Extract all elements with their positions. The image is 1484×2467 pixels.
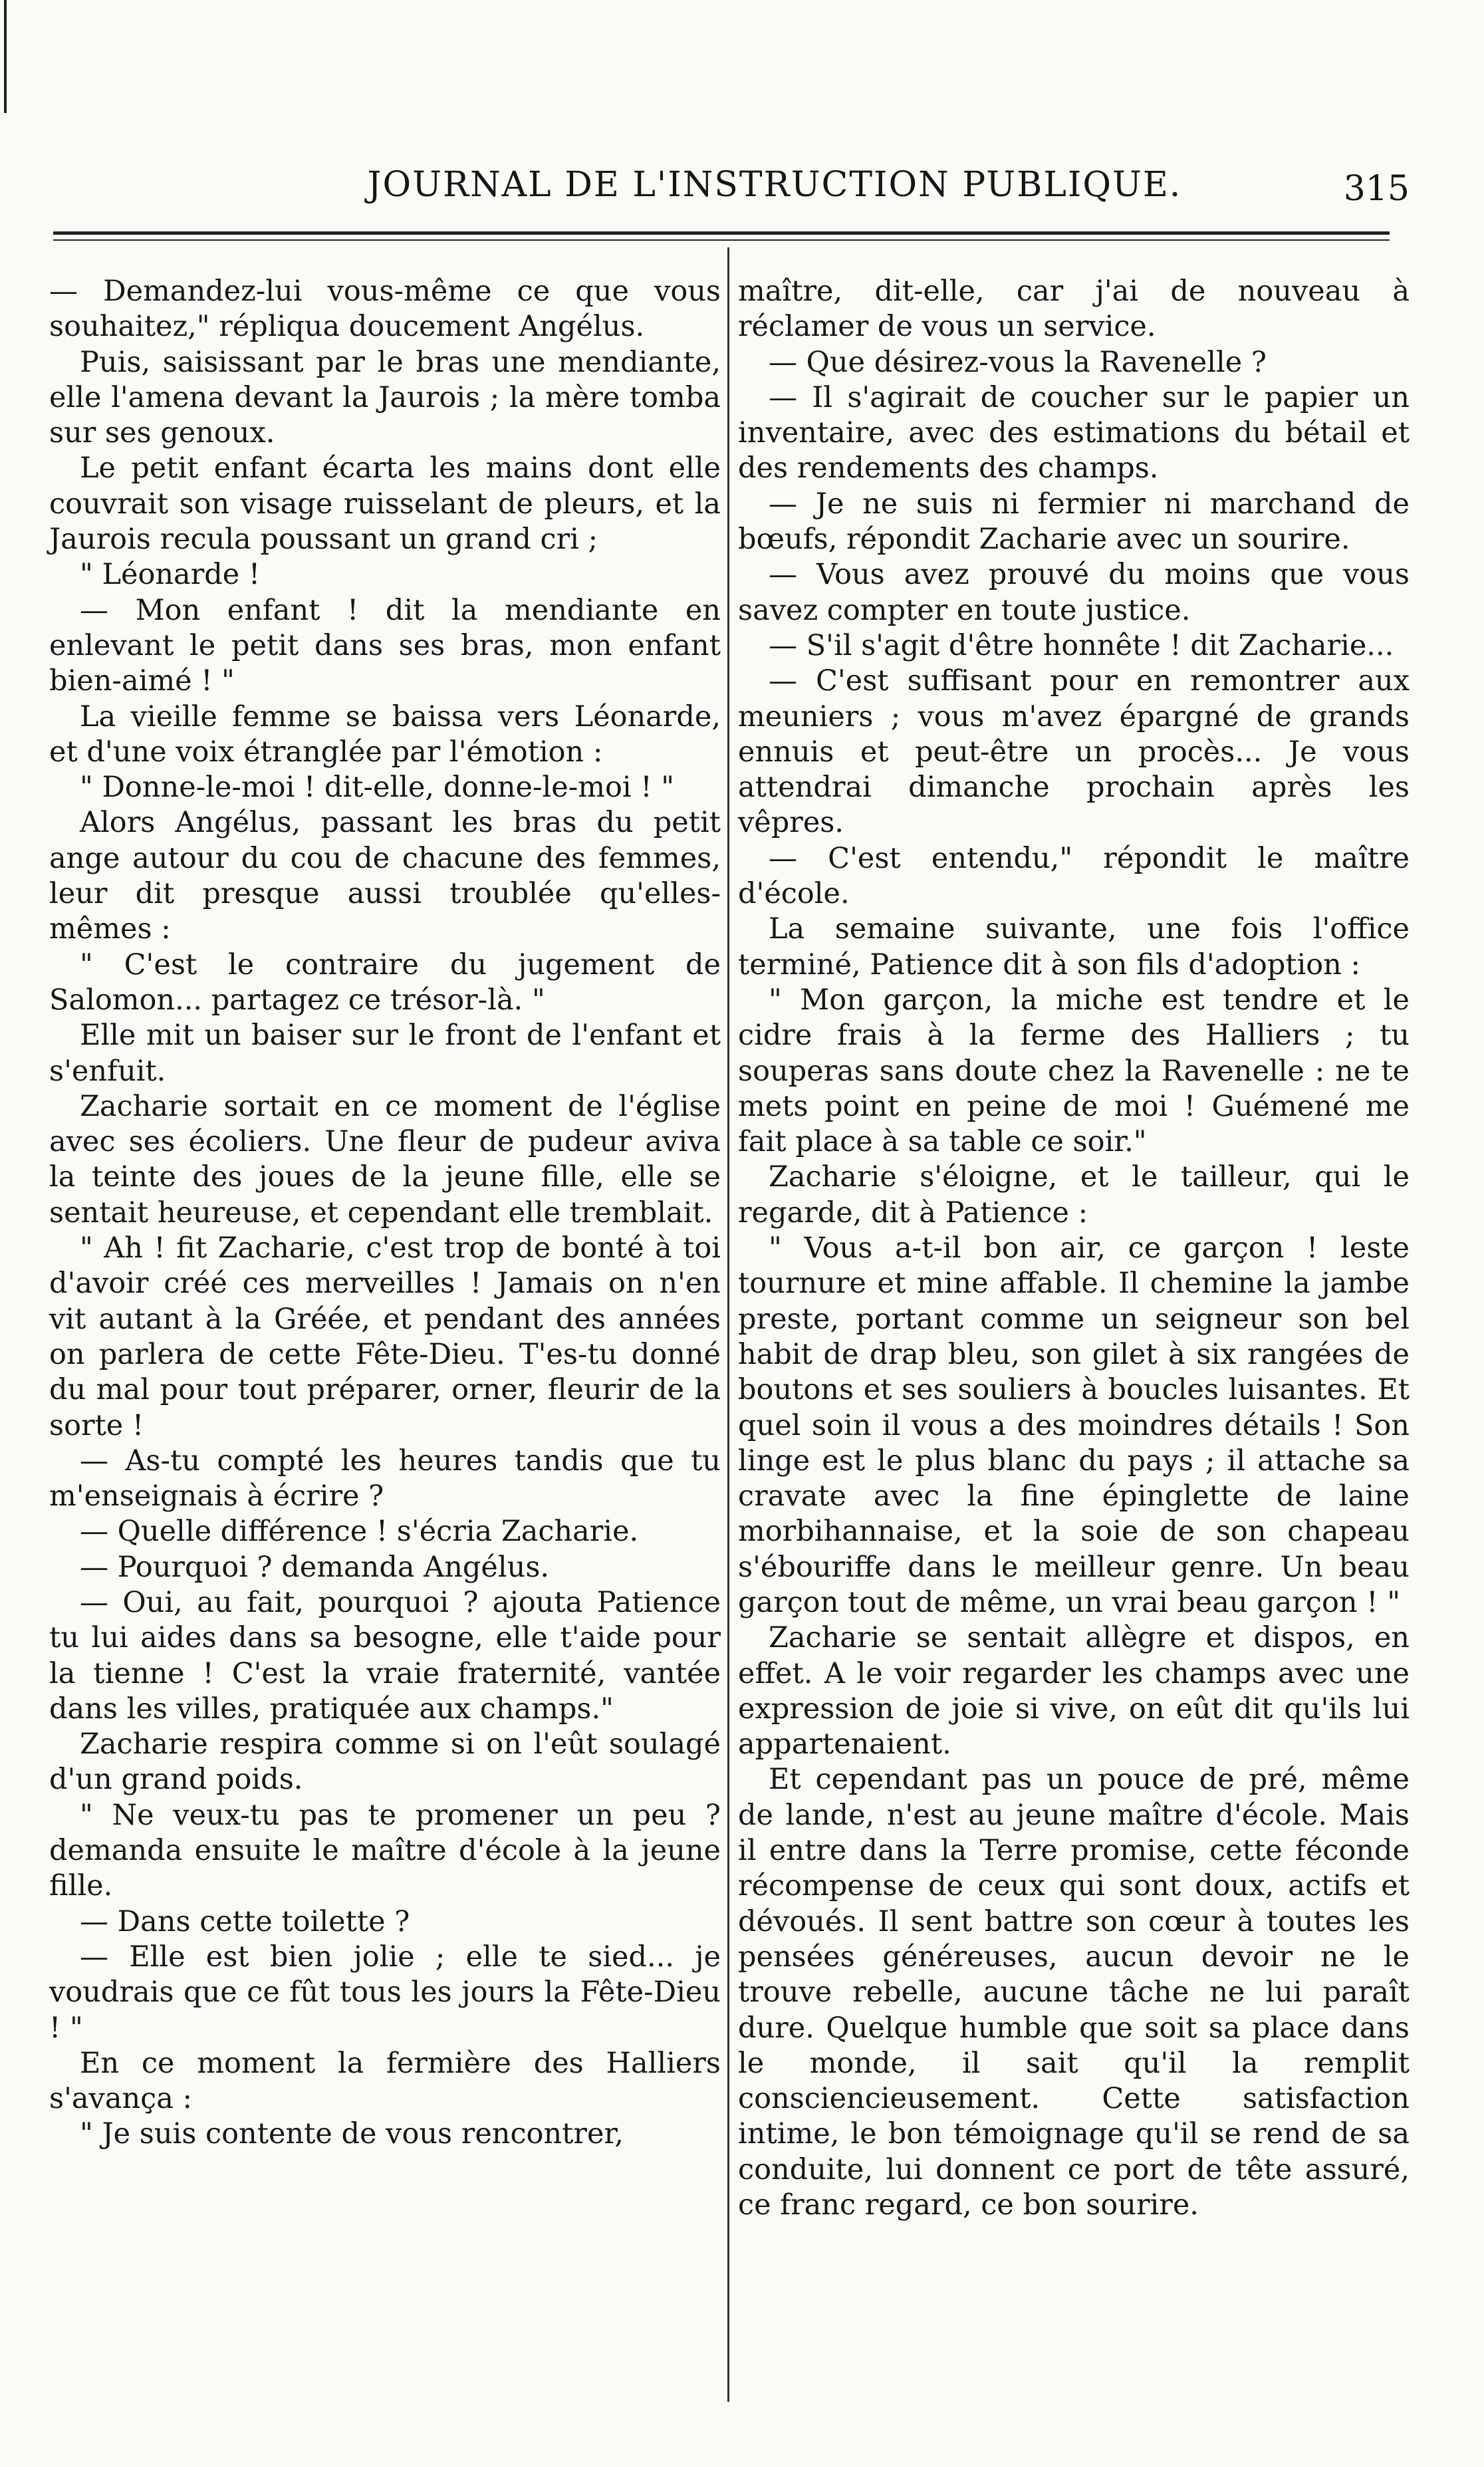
paragraph: — C'est suffisant pour en remontrer aux meuniers ; vous m'avez épargné de grands ennuis et peut-être un procès... Je vous attendrai dimanche prochain après les vêpres. bbox=[738, 664, 1410, 840]
paragraph: Et cependant pas un pouce de pré, même de lande, n'est au jeune maître d'école. Mais il entre dans la Terre promise, cette féconde récompense de ceux qui sont doux, actifs et dévoués. Il sent battre son cœur à toutes les pensées généreuses, aucun devoir ne le trouve rebelle, aucune tâche ne lui paraît dure. Quelque humble que soit sa place dans le monde, il sait qu'il la remplit consciencieusement. Cette satisfaction intime, le bon témoignage qu'il se rend de sa conduite, lui donnent ce port de tête assuré, ce franc regard, ce bon sourire. bbox=[738, 1763, 1410, 2222]
paragraph: Zacharie se sentait allègre et dispos, en effet. A le voir regarder les champs avec une expression de joie si vive, on eût dit qu'ils lui appartenaient. bbox=[738, 1621, 1410, 1761]
paragraph: — Elle est bien jolie ; elle te sied... je voudrais que ce fût tous les jours la Fête-Dieu ! " bbox=[49, 1940, 721, 2045]
paragraph: — C'est entendu," répondit le maître d'école. bbox=[738, 841, 1410, 911]
column-divider bbox=[727, 247, 729, 2402]
paragraph: En ce moment la fermière des Halliers s'avança : bbox=[49, 2046, 721, 2116]
margin-rule bbox=[4, 0, 7, 113]
paragraph: " Donne-le-moi ! dit-elle, donne-le-moi ! " bbox=[80, 771, 675, 805]
left-column bbox=[49, 274, 721, 2152]
paragraph: — Que désirez-vous la Ravenelle ? bbox=[769, 345, 1267, 379]
running-title: JOURNAL DE L'INSTRUCTION PUBLIQUE. bbox=[367, 165, 1182, 205]
paragraph: — S'il s'agit d'être honnête ! dit Zacharie... bbox=[769, 628, 1394, 662]
paragraph: " Ah ! fit Zacharie, c'est trop de bonté à toi d'avoir créé ces merveilles ! Jamais on n'en vit autant à la Gréée, et pendant des années on parlera de cette Fête-Dieu. T'es-tu donné du mal pour tout préparer, orner, fleurir de la sorte ! bbox=[49, 1232, 721, 1442]
right-column bbox=[738, 274, 1410, 2223]
paragraph: — Demandez-lui vous-même ce que vous souhaitez," répliqua doucement Angélus. bbox=[49, 275, 721, 344]
paragraph: " Je suis contente de vous rencontrer, bbox=[80, 2117, 624, 2151]
paragraph: — Je ne suis ni fermier ni marchand de bœufs, répondit Zacharie avec un sourire. bbox=[738, 487, 1410, 557]
page-header bbox=[53, 158, 1410, 211]
paragraph: — Quelle différence ! s'écria Zacharie. bbox=[80, 1515, 639, 1549]
header-rule-thick bbox=[53, 231, 1390, 235]
paragraph: La vieille femme se baissa vers Léonarde, et d'une voix étranglée par l'émotion : bbox=[49, 700, 721, 769]
paragraph: Zacharie respira comme si on l'eût soulagé d'un grand poids. bbox=[49, 1728, 721, 1797]
header-rule-thin bbox=[53, 239, 1390, 241]
paragraph: " C'est le contraire du jugement de Salomon... partagez ce trésor-là. " bbox=[49, 948, 721, 1017]
paragraph: La semaine suivante, une fois l'office terminé, Patience dit à son fils d'adoption : bbox=[738, 912, 1410, 981]
paragraph: " Mon garçon, la miche est tendre et le cidre frais à la ferme des Halliers ; tu souperas sans doute chez la Ravenelle : ne te mets point en peine de moi ! Guémené me fait place à sa table ce soir." bbox=[738, 983, 1410, 1159]
paragraph: " Léonarde ! bbox=[80, 558, 261, 592]
paragraph: " Vous a-t-il bon air, ce garçon ! leste tournure et mine affable. Il chemine la jambe preste, portant comme un seigneur son bel habit de drap bleu, son gilet à six rangées de boutons et ses souliers à boucles luisantes. Et quel soin il vous a des moindres détails ! Son linge est le plus blanc du pays ; il attache sa cravate avec la fine épinglette de laine morbihannaise, et la soie de son chapeau s'ébouriffe dans le meilleur genre. Un beau garçon tout de même, un vrai beau garçon ! " bbox=[738, 1232, 1410, 1619]
paragraph: Zacharie sortait en ce moment de l'église avec ses écoliers. Une fleur de pudeur aviva la teinte des joues de la jeune fille, elle se sentait heureuse, et cependant elle tremblait. bbox=[49, 1089, 721, 1230]
paragraph: maître, dit-elle, car j'ai de nouveau à réclamer de vous un service. bbox=[738, 275, 1410, 344]
paragraph: " Ne veux-tu pas te promener un peu ? demanda ensuite le maître d'école à la jeune fille. bbox=[49, 1798, 721, 1903]
paragraph: — Dans cette toilette ? bbox=[80, 1904, 410, 1938]
paragraph: Le petit enfant écarta les mains dont elle couvrait son visage ruisselant de pleurs, et la Jaurois recula poussant un grand cri ; bbox=[49, 452, 721, 557]
paragraph: — Pourquoi ? demanda Angélus. bbox=[80, 1550, 550, 1584]
paragraph: — Mon enfant ! dit la mendiante en enlevant le petit dans ses bras, mon enfant bien-aimé ! " bbox=[49, 593, 721, 698]
page-number: 315 bbox=[1343, 169, 1410, 209]
paragraph: — As-tu compté les heures tandis que tu m'enseignais à écrire ? bbox=[49, 1444, 721, 1513]
paragraph: Alors Angélus, passant les bras du petit ange autour du cou de chacune des femmes, leur dit presque aussi troublée qu'elles-mêmes : bbox=[49, 806, 721, 946]
paragraph: Zacharie s'éloigne, et le tailleur, qui le regarde, dit à Patience : bbox=[738, 1160, 1410, 1230]
paragraph: Puis, saisissant par le bras une mendiante, elle l'amena devant la Jaurois ; la mère tomba sur ses genoux. bbox=[49, 345, 721, 450]
paragraph: — Oui, au fait, pourquoi ? ajouta Patience tu lui aides dans sa besogne, elle t'aide pour la tienne ! C'est la vraie fraternité, vantée dans les villes, pratiquée aux champs." bbox=[49, 1585, 721, 1726]
paragraph: — Il s'agirait de coucher sur le papier un inventaire, avec des estimations du bétail et des rendements des champs. bbox=[738, 380, 1410, 485]
paragraph: Elle mit un baiser sur le front de l'enfant et s'enfuit. bbox=[49, 1019, 721, 1088]
paragraph: — Vous avez prouvé du moins que vous savez compter en toute justice. bbox=[738, 558, 1410, 627]
